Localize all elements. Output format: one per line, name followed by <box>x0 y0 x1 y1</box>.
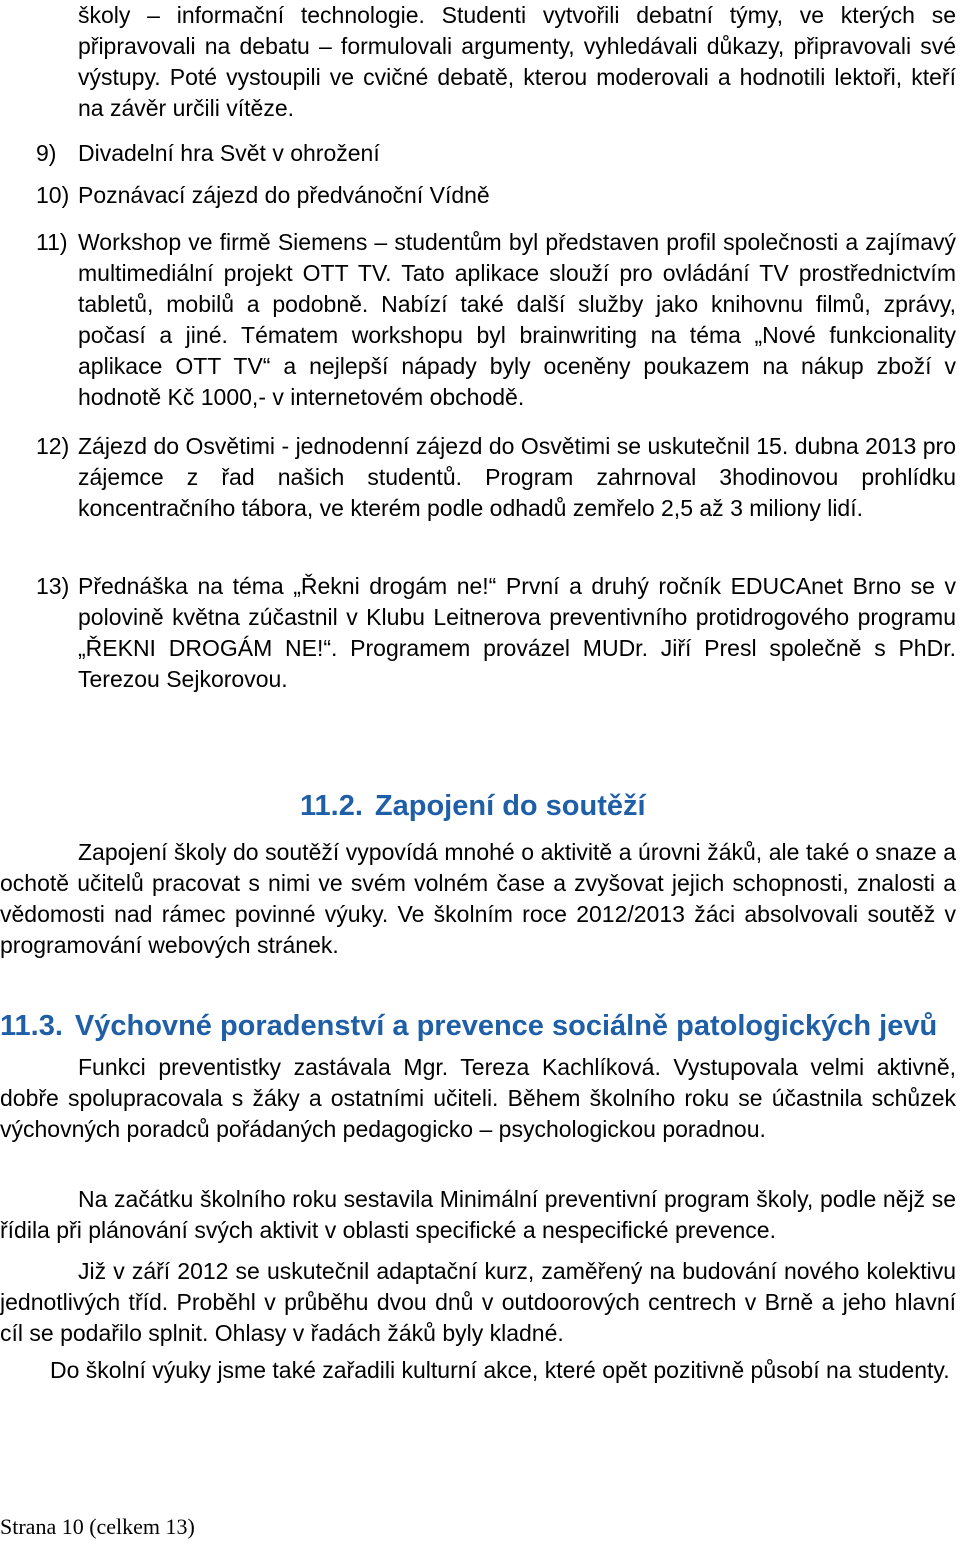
section-number: 11.3. <box>0 1010 63 1042</box>
list-item-text: Workshop ve firmě Siemens – studentům byl představen profil společnosti a zajímavý multimediální projekt OTT TV. Tato aplikace slouží pro ovládání TV prostřednictvím tabletů, mobilů a podobně. Nabízí také další služby jako knihovnu filmů, zprávy, počasí a jiné. Tématem workshopu byl brainwriting na téma „Nové funkcionality aplikace OTT TV“ a nejlepší nápady byly oceněny poukazem na nákup zboží v hodnotě Kč 1000,- v internetovém obchodě. <box>78 229 956 410</box>
section-heading-11-2 <box>300 789 646 823</box>
list-item-text: Zájezd do Osvětimi - jednodenní zájezd do Osvětimi se uskutečnil 15. dubna 2013 pro zájemce z řad našich studentů. Program zahrnoval 3hodinovou prohlídku koncentračního tábora, ve kterém podle odhadů zemřelo 2,5 až 3 miliony lidí. <box>78 433 956 521</box>
list-item-number: 10) <box>36 182 70 208</box>
prevention-paragraph-2: Na začátku školního roku sestavila Minimální preventivní program školy, podle nějž se řídila při plánování svých aktivit v oblasti specifické a nespecifické prevence. <box>0 1186 956 1243</box>
section-number: 11.2. <box>300 790 363 822</box>
list-item-number: 13) <box>36 573 70 599</box>
list-item-13 <box>36 571 956 695</box>
section-heading-11-3 <box>0 1009 937 1043</box>
intro-paragraph: školy – informační technologie. Studenti vytvořili debatní týmy, ve kterých se připravovali na debatu – formulovali argumenty, vyhledávali důkazy, připravovali své výstupy. Poté vystoupili ve cvičné debatě, kterou moderovali a hodnotili lektoři, kteří na závěr určili vítěze. <box>78 2 956 121</box>
list-item-text: Přednáška na téma „Řekni drogám ne!“ První a druhý ročník EDUCAnet Brno se v polovině května zúčastnil v Klubu Leitnerova preventivního protidrogového programu „ŘEKNI DROGÁM NE!“. Programem provázel MUDr. Jiří Presl společně s PhDr. Terezou Sejkorovou. <box>78 573 956 692</box>
section-title: Zapojení do soutěží <box>374 790 646 822</box>
list-item-11 <box>36 227 956 413</box>
list-item-number: 9) <box>36 140 57 166</box>
list-item-text: Divadelní hra Svět v ohrožení <box>78 140 380 166</box>
prevention-paragraph-4: Do školní výuky jsme také zařadili kulturní akce, které opět pozitivně působí na studenty. <box>50 1357 950 1383</box>
list-item-number: 12) <box>36 433 70 459</box>
competitions-paragraph: Zapojení školy do soutěží vypovídá mnohé o aktivitě a úrovni žáků, ale také o snaze a ochotě učitelů pracovat s nimi ve svém volném čase a zvyšovat jejich schopnosti, znalosti a vědomosti nad rámec povinné výuky. Ve školním roce 2012/2013 žáci absolvovali soutěž v programování webových stránek. <box>0 839 956 958</box>
list-item-10 <box>36 180 956 211</box>
list-item-12 <box>36 431 956 524</box>
prevention-paragraph-3: Již v září 2012 se uskutečnil adaptační kurz, zaměřený na budování nového kolektivu jednotlivých tříd. Proběhl v průběhu dvou dnů v outdoorových centrech v Brně a jeho hlavní cíl se podařilo splnit. Ohlasy v řadách žáků byly kladné. <box>0 1258 956 1346</box>
list-item-number: 11) <box>36 229 68 255</box>
prevention-paragraph-1: Funkci preventistky zastávala Mgr. Tereza Kachlíková. Vystupovala velmi aktivně, dobře spolupracovala s žáky a ostatními učiteli. Během školního roku se účastnila schůzek výchovných poradců pořádaných pedagogicko – psychologickou poradnou. <box>0 1054 956 1142</box>
list-item-9 <box>36 138 956 169</box>
list-item-text: Poznávací zájezd do předvánoční Vídně <box>78 182 490 208</box>
section-title: Výchovné poradenství a prevence sociálně patologických jevů <box>74 1010 938 1042</box>
page-footer: Strana 10 (celkem 13) <box>0 1514 195 1539</box>
